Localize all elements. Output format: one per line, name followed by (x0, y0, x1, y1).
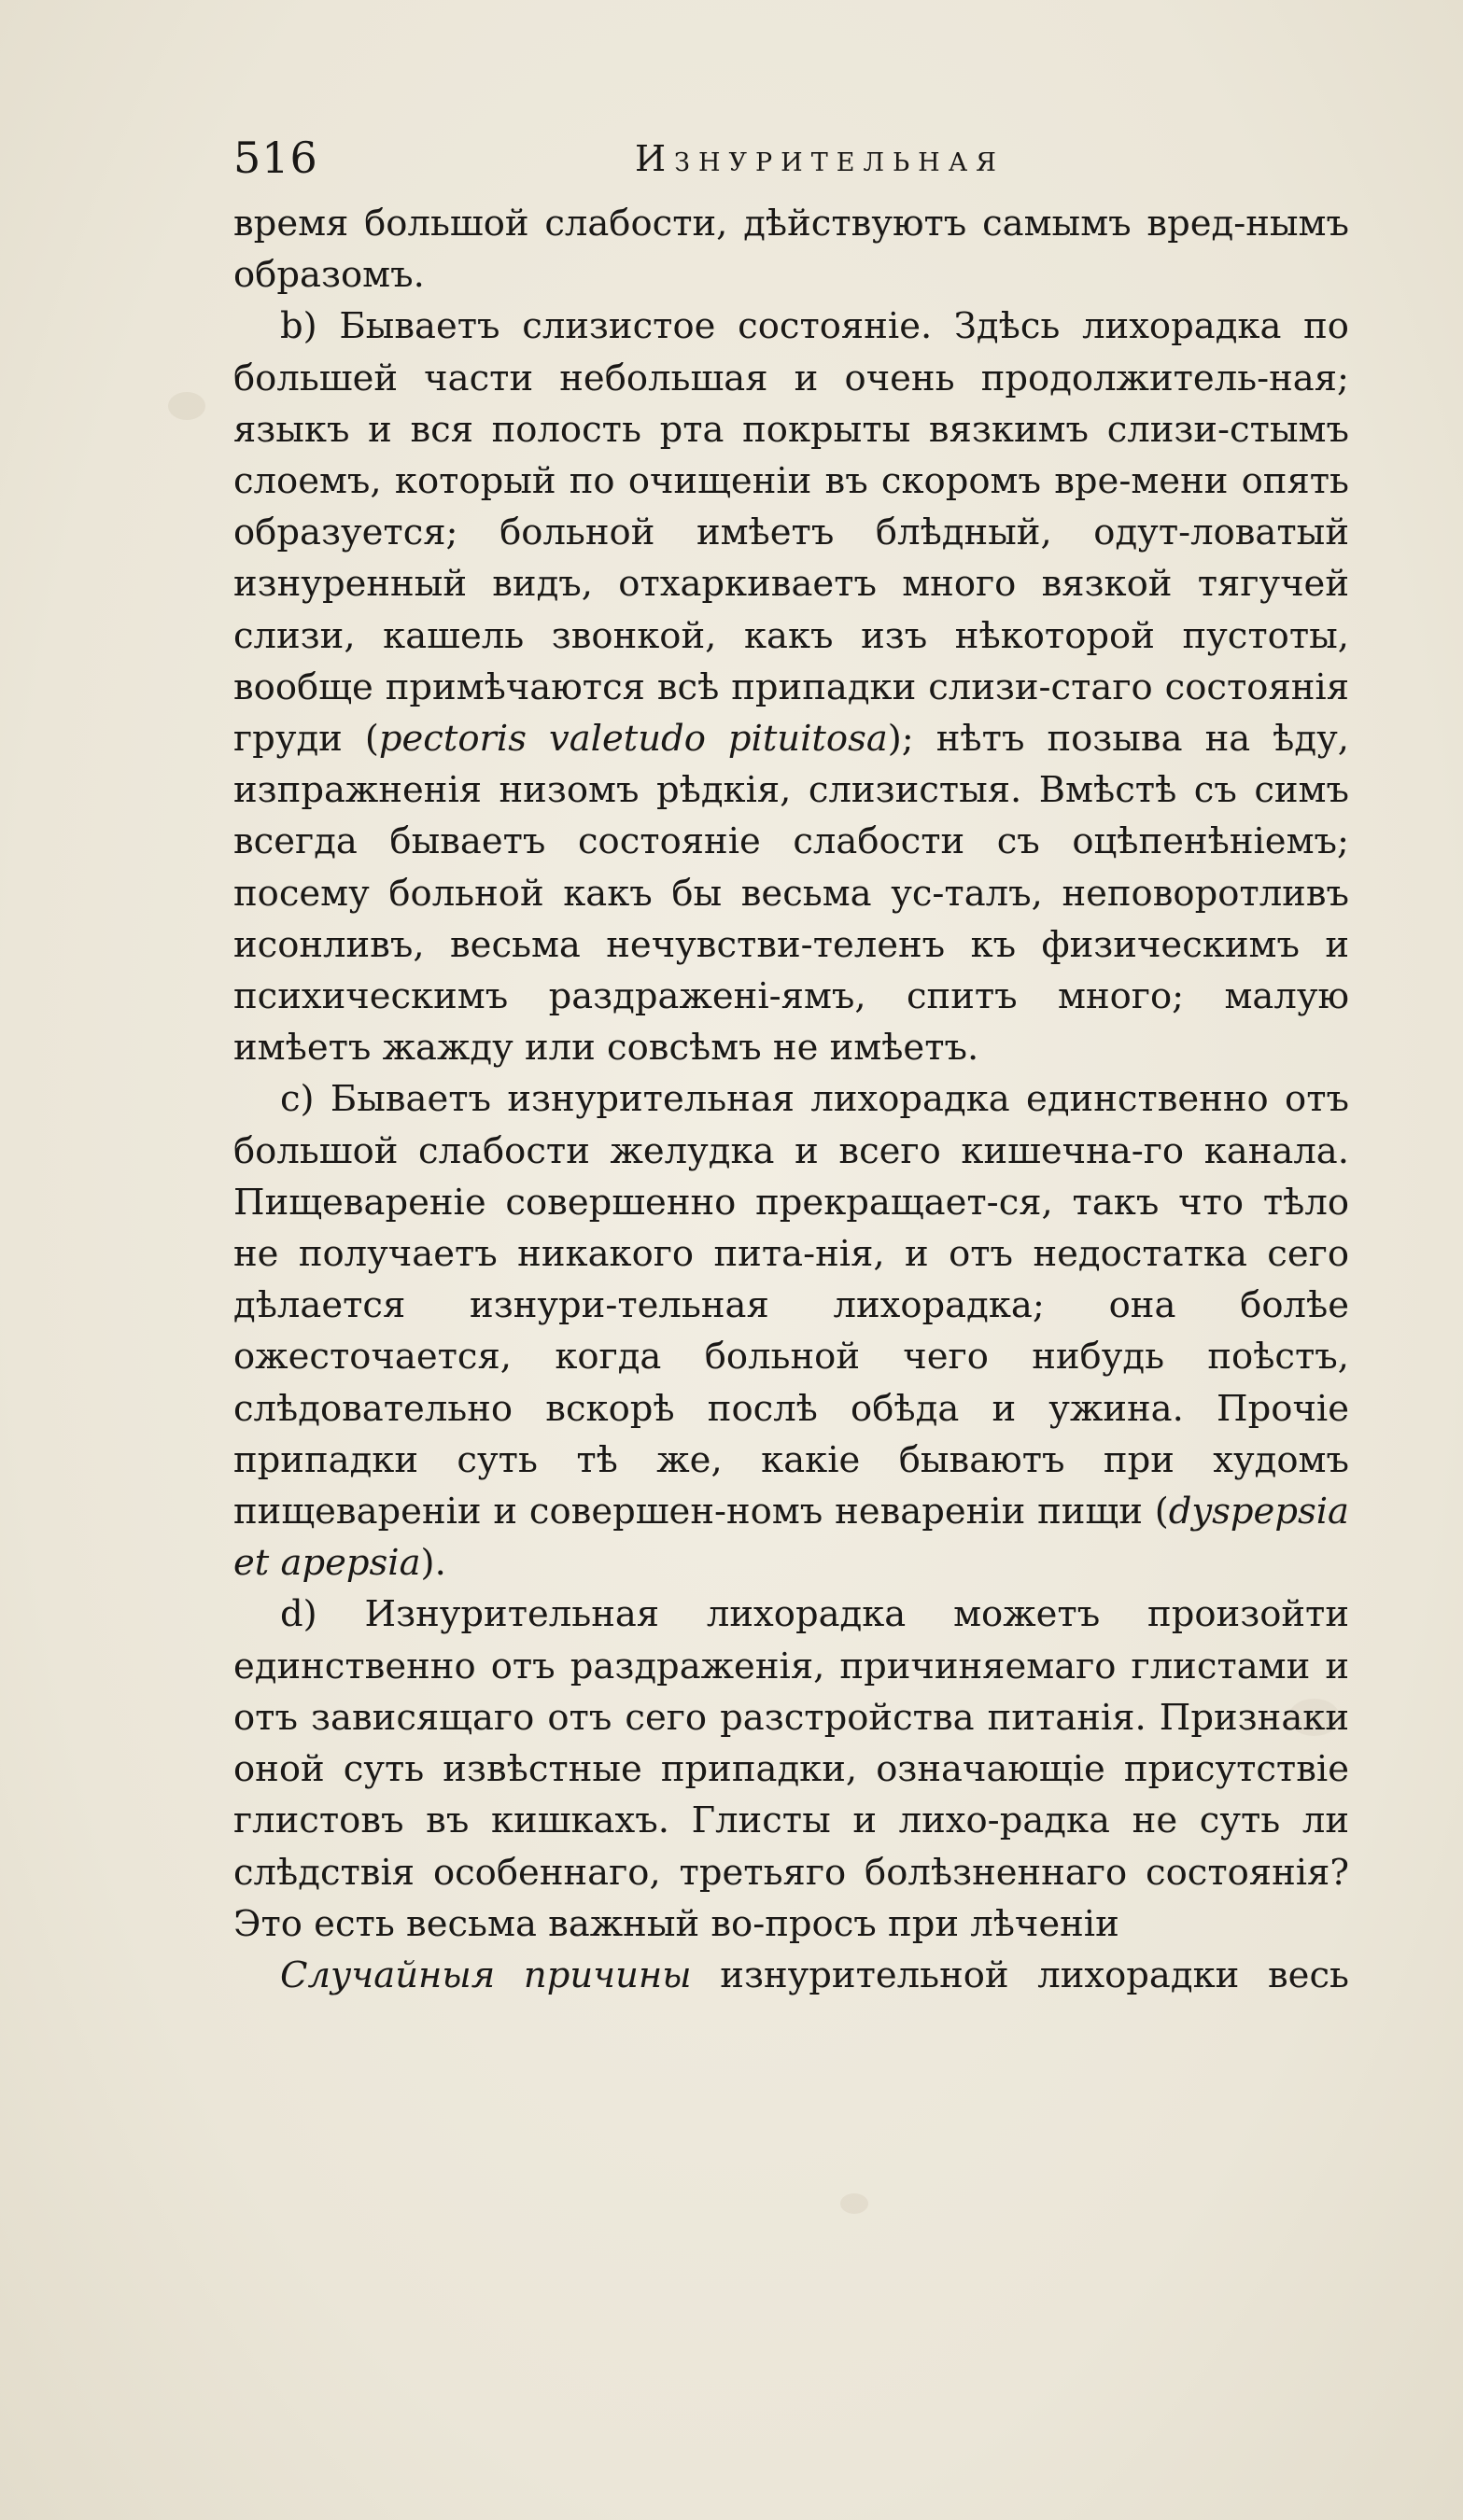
italic-text-run: dyspepsia et apepsia (233, 1491, 1349, 1585)
paper-stain (840, 2193, 868, 2214)
text-run: изнурительной лихорадки весь (691, 1953, 1349, 1996)
paragraph-p3 (233, 1073, 1349, 1589)
text-run: b) Бываетъ слизистое состояніе. Здѣсь лихорадка по большей части небольшая и очень продолжитель-ная; языкъ и вся полость рта покрыты вязкимъ слизи-стымъ слоемъ, который по очищеніи въ скоромъ вре-мени опять образуется; больной имѣетъ блѣдный, одут-ловатый изнуренный видъ, отхаркиваетъ много вязкой тягучей слизи, кашель звонкой, какъ изъ нѣкоторой пустоты, вообще примѣчаются всѣ припадки слизи-стаго состоянія груди ( (233, 305, 1349, 761)
italic-text-run: Случайныя причины (280, 1953, 692, 1996)
running-title: Изнурительная (635, 138, 1005, 179)
page-header (233, 133, 1349, 189)
text-run: c) Бываетъ изнурительная лихорадка единственно отъ большой слабости желудка и всего кишечна-го канала. Пищевареніе совершенно прекращает-ся, такъ что тѣло не получаетъ никакого пита-нія, и отъ недостатка сего дѣлается изнури-тельная лихорадка; она болѣе ожесточается, когда больной чего нибудь поѣстъ, слѣдовательно вскорѣ послѣ обѣда и ужина. Прочіе припадки суть тѣ же, какіе бываютъ при худомъ пищевареніи и совершен-номъ невареніи пищи ( (233, 1078, 1349, 1533)
text-run: время большой слабости, дѣйствуютъ самымъ вред-нымъ образомъ. (233, 203, 1349, 297)
italic-text-run: pectoris valetudo pituitosa (378, 718, 888, 761)
text-run: ); нѣтъ позыва на ѣду, изпражненія низомъ рѣдкія, слизистыя. Вмѣстѣ съ симъ всегда бываетъ состояніе слабости съ оцѣпенѣніемъ; посему больной какъ бы весьма ус-талъ, неповоротливъ исонливъ, весьма нечувстви-теленъ къ физическимъ и психическимъ раздраженi-ямъ, спитъ много; малую имѣетъ жажду или совсѣмъ не имѣетъ. (233, 718, 1349, 1070)
paragraph-p4 (233, 1589, 1349, 1949)
text-run: ). (420, 1542, 446, 1585)
paper-stain (168, 392, 205, 420)
page-number: 516 (233, 133, 318, 183)
paragraph-p1 (233, 198, 1349, 301)
paragraph-p5 (233, 1950, 1349, 2001)
paragraph-p2 (233, 301, 1349, 1073)
text-run: d) Изнурительная лихорадка можетъ произойти единственно отъ раздраженія, причиняемаго глистами и отъ зависящаго отъ сего разстройства питанія. Признаки оной суть извѣстные припадки, означающіе присутствіе глистовъ въ кишкахъ. Глисты и лихо-радка не суть ли слѣдствія особеннаго, третьяго болѣзненнаго состоянія? Это есть весьма важный во-просъ при лѣченіи (233, 1593, 1349, 1945)
text-body (233, 198, 1349, 2001)
